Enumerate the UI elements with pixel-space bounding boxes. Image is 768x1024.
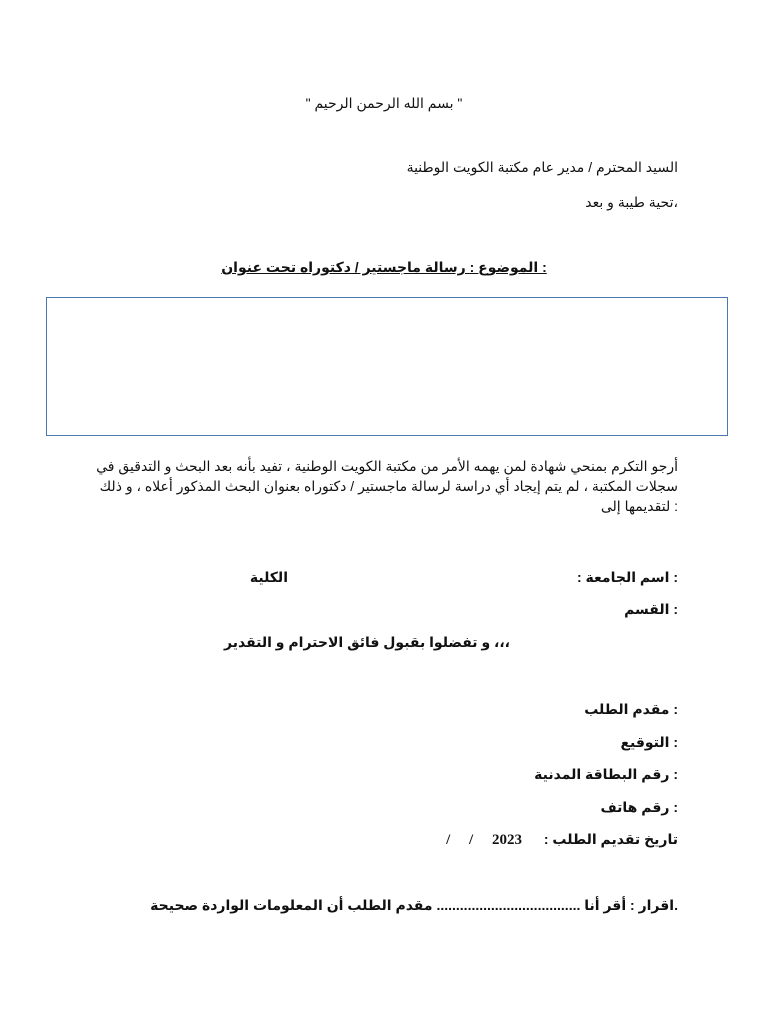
greeting-line: ،تحية طيبة و بعد: [585, 194, 678, 210]
paragraph-line-2: سجلات المكتبة ، لم يتم إيجاد أي دراسة لرسالة ماجستير / دكتوراه بعنوان البحث المذكور أعلاه ، و ذلك: [99, 478, 678, 494]
civil-id-label: : رقم البطاقة المدنية: [534, 766, 678, 782]
closing-line: ،،، و تفضلوا بقبول فائق الاحترام و التقدير: [224, 634, 510, 650]
paragraph-line-1: أرجو التكرم بمنحي شهادة لمن يهمه الأمر من مكتبة الكويت الوطنية ، تفيد بأنه بعد البحث و التدقيق في: [96, 458, 678, 474]
paragraph-line-3: : لتقديمها إلى: [600, 498, 678, 514]
basmala-heading: " بسم الله الرحمن الرحيم ": [305, 95, 463, 111]
date-label: تاريخ تقديم الطلب :: [543, 831, 678, 847]
phone-label: : رقم هاتف: [600, 799, 678, 815]
recipient-line: السيد المحترم / مدير عام مكتبة الكويت الوطنية: [406, 159, 678, 175]
date-row: [446, 830, 678, 849]
request-paragraph: [96, 456, 678, 516]
declaration-line: .اقرار : أقر أنا ..................................... مقدم الطلب أن المعلومات الواردة صحيحة: [150, 897, 678, 913]
applicant-label: : مقدم الطلب: [584, 701, 678, 717]
university-label: : اسم الجامعة :: [576, 569, 678, 585]
college-label: الكلية: [249, 569, 288, 585]
signature-label: : التوقيع: [620, 734, 678, 750]
department-label: : القسم: [624, 601, 678, 617]
subject-heading: : الموضوع : رسالة ماجستير / دكتوراه تحت عنوان: [221, 259, 547, 275]
date-value: / / 2023: [446, 832, 522, 848]
thesis-title-box[interactable]: [46, 297, 728, 436]
